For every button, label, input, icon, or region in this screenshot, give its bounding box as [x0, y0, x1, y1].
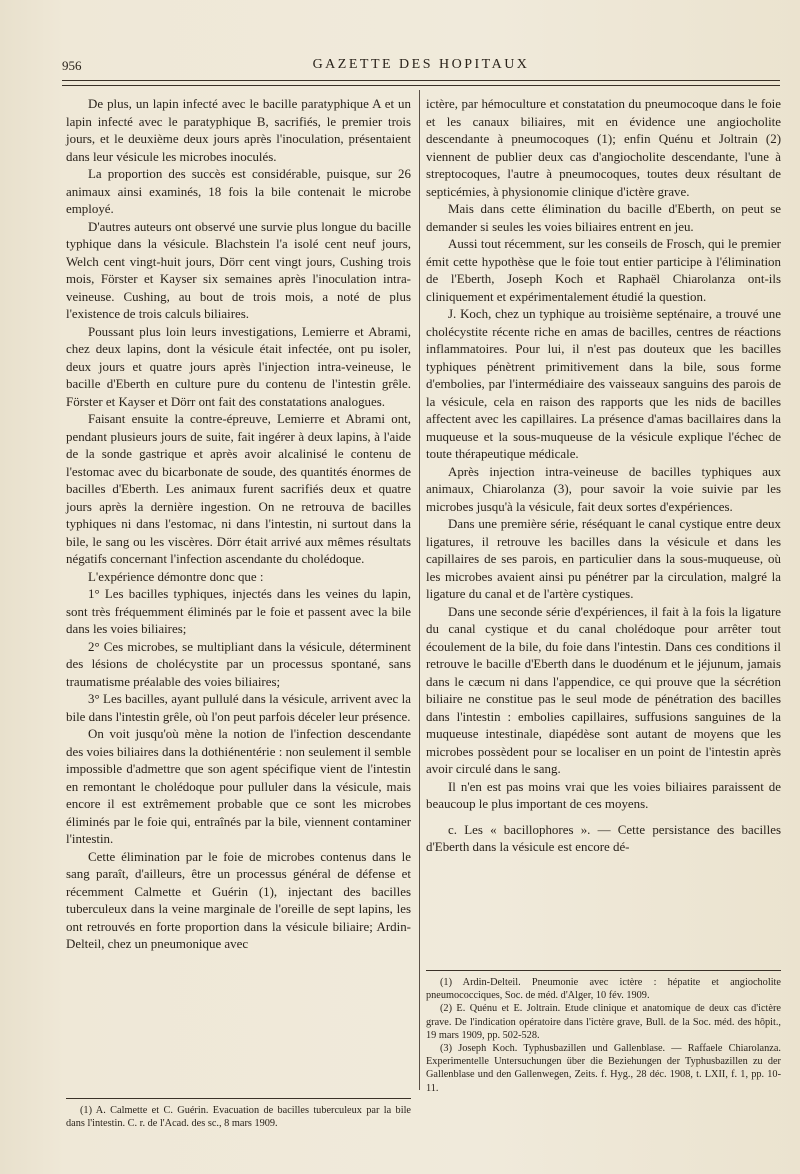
section-heading: c. Les « bacillophores ». — Cette persistance des bacilles d'Eberth dans la vésicule est encore dé- [426, 821, 781, 854]
footnote: (1) A. Calmette et C. Guérin. Evacuation de bacilles tuberculeux par la bile dans l'intestin. C. r. de l'Acad. des sc., 8 mars 1909. [66, 1105, 411, 1130]
paragraph: J. Koch, chez un typhique au troisième septénaire, a trouvé une cholécystite récente riche en amas de bacilles, centres de réactions inflammatoires. Pour lui, il n'est pas douteux que les bacilles typhiques pénètrent primitivement dans la bile, sous forme d'embolies, par l'intermédiaire des vaisseaux sanguins des parois de la vésicule, cela en raison des rapports que les nids de bacilles affectent avec les capillaires. La présence d'amas bacillaires dans la muqueuse et la sous-muqueuse de la vésicule explique l'échec de toute thérapeutique médicale. [426, 306, 781, 461]
paragraph: De plus, un lapin infecté avec le bacille paratyphique A et un lapin infecté avec le paratyphique B, sacrifiés, le premier trois jours, et le deuxième deux jours après l'inoculation, présentaient dans leur vésicule les microbes inoculés. [66, 96, 411, 164]
paragraph: Poussant plus loin leurs investigations, Lemierre et Abrami, chez deux lapins, dont la vésicule était infectée, ont pu isoler, deux jours et quatre jours après l'injection intra-veineuse, le bacille d'Eberth en culture pure du contenu de l'intestin grêle. Förster et Kayser et Dörr ont fait des constatations analogues. [66, 323, 411, 409]
paragraph: Dans une première série, réséquant le canal cystique entre deux ligatures, il retrouve les bacilles dans la vésicule et dans les capillaires de ses parois, en particulier dans la sous-muqueuse, où les microbes avaient ainsi pu pénétrer par la circulation, malgré la ligature du canal et de l'artère cystiques. [426, 516, 781, 601]
header-rule [62, 80, 780, 86]
paragraph: Cette élimination par le foie de microbes contenus dans le sang paraît, d'ailleurs, être un processus général de défense et récemment Calmette et Guérin (1), injectant des bacilles tuberculeux dans la veine marginale de l'oreille de sept lapins, les ont retrouvés en forte proportion dans la vésicule biliaire; Ardin-Delteil, chez un pneumonique avec [66, 848, 411, 951]
footnote: (3) Joseph Koch. Typhusbazillen und Gallenblase. — Raffaele Chiarolanza. Experimentelle Untersuchungen über die Beziehungen der Typhusbazillen zu der Gallenblase und den Gallenwegen, Zeits. f. Hyg., 28 déc. 1908, t. LXII, f. 1, pp. 10-11. [426, 1043, 781, 1094]
left-column [66, 95, 411, 953]
paragraph: Après injection intra-veineuse de bacilles typhiques aux animaux, Chiarolanza (3), pour savoir la voie suivie par les microbes jusqu'à la vésicule, fait deux sortes d'expériences. [426, 463, 781, 514]
paragraph: 1° Les bacilles typhiques, injectés dans les veines du lapin, sont très fréquemment éliminés par le foie et passent avec la bile dans les voies biliaires; [66, 586, 411, 636]
paragraph: Il n'en est pas moins vrai que les voies biliaires paraissent de beaucoup le plus important de ces moyens. [426, 778, 781, 811]
right-footnotes [426, 976, 781, 1095]
paragraph: ictère, par hémoculture et constatation du pneumocoque dans le foie et les canaux biliaires, mit en évidence une angiocholite descendante à pneumocoques (1); enfin Quénu et Joltrain (2) viennent de publier deux cas d'angiocholite descendante, l'une à streptocoques, l'autre à pneumocoques, toutes deux résultant de septicémies, à physionomie clinique d'ictère grave. [426, 96, 781, 199]
footnote: (1) Ardin-Delteil. Pneumonie avec ictère : hépatite et angiocholite pneumococciques, Soc. de méd. d'Alger, 10 fév. 1909. [426, 977, 781, 1002]
paragraph: On voit jusqu'où mène la notion de l'infection descendante des voies biliaires dans la dothiénentérie : non seulement il semble impossible d'admettre que son agent spécifique vient de l'intestin en remontant le cholédoque pour pulluler dans la vésicule, mais encore il est extrêmement probable que ce sont les microbes éliminés par le foie qui, entraînés par la bile, viennent contaminer l'intestin. [66, 726, 411, 846]
page-header [62, 50, 780, 80]
paragraph: 2° Ces microbes, se multipliant dans la vésicule, déterminent des lésions de cholécystite par un processus spontané, sans traumatisme préalable des voies biliaires; [66, 638, 411, 689]
left-footnotes [66, 1104, 411, 1130]
footnote-rule [426, 970, 781, 971]
paragraph: Mais dans cette élimination du bacille d'Eberth, on peut se demander si seules les voies biliaires entrent en jeu. [426, 201, 781, 234]
paragraph: Dans une seconde série d'expériences, il fait à la fois la ligature du canal cystique et du canal cholédoque pour arrêter tout écoulement de la bile, du foie dans l'intestin. Dans ces conditions il retrouve le bacille d'Eberth dans le duodénum et le jéjunum, jamais dans le cæcum ni dans l'appendice, ce qui prouve que la sécrétion biliaire ne constitue pas le seul mode de pénétration des bacilles dans l'intestin : embolies capillaires, suffusions sanguines de la muqueuse intestinale, diapédèse sont autant de moyens que les microbes possèdent pour se localiser en un point de l'intestin après avoir circulé dans le sang. [426, 603, 781, 776]
page-number: 956 [62, 58, 82, 73]
footnote-rule [66, 1098, 411, 1099]
paragraph: L'expérience démontre donc que : [88, 568, 264, 584]
footnote: (2) E. Quénu et E. Joltrain. Etude clinique et anatomique de deux cas d'ictère grave. De l'indication opératoire dans l'ictère grave, Bull. de la Soc. méd. des hôpit., 19 mars 1909, pp. 502-528. [426, 1003, 781, 1041]
paragraph: Faisant ensuite la contre-épreuve, Lemierre et Abrami ont, pendant plusieurs jours de suite, fait ingérer à deux lapins, à l'aide de la sonde gastrique et après avoir alcalinisé le contenu de l'estomac avec du bicarbonate de soude, des quantités énormes de bacilles d'Eberth. Les animaux furent sacrifiés deux et quatre jours après la dernière ingestion. On ne retrouva de bacilles typhiques ni dans l'estomac, ni dans l'intestin, ni surtout dans la bile, le sang ou les viscères. Dörr était arrivé aux mêmes résultats négatifs concernant l'infection ascendante du cholédoque. [66, 411, 411, 566]
column-divider [419, 90, 420, 1090]
paragraph: Aussi tout récemment, sur les conseils de Frosch, qui le premier émit cette hypothèse que le foie tout entier participe à l'élimination de l'Eberth, Joseph Koch et Raphaël Chiarolanza ont-ils cliniquement et expérimentalement étudié la question. [426, 236, 781, 304]
paragraph: La proportion des succès est considérable, puisque, sur 26 animaux ainsi examinés, 18 fois la bile contenait le microbe employé. [66, 166, 411, 216]
paragraph: 3° Les bacilles, ayant pullulé dans la vésicule, arrivent avec la bile dans l'intestin grêle, où l'on peut parfois déceler leur présence. [66, 691, 411, 724]
paragraph: D'autres auteurs ont observé une survie plus longue du bacille typhique dans la vésicule. Blachstein l'a isolé cent neuf jours, Welch cent vingt-huit jours, Dörr cent vingt jours, Cushing trois mois, Förster et Kayser six semaines après l'inoculation intra-veineuse. Cushing, au bout de trois mois, a noté de plus l'existence de trois calculs biliaires. [66, 218, 411, 321]
journal-title: GAZETTE DES HOPITAUX [312, 57, 530, 72]
right-column [426, 95, 781, 856]
